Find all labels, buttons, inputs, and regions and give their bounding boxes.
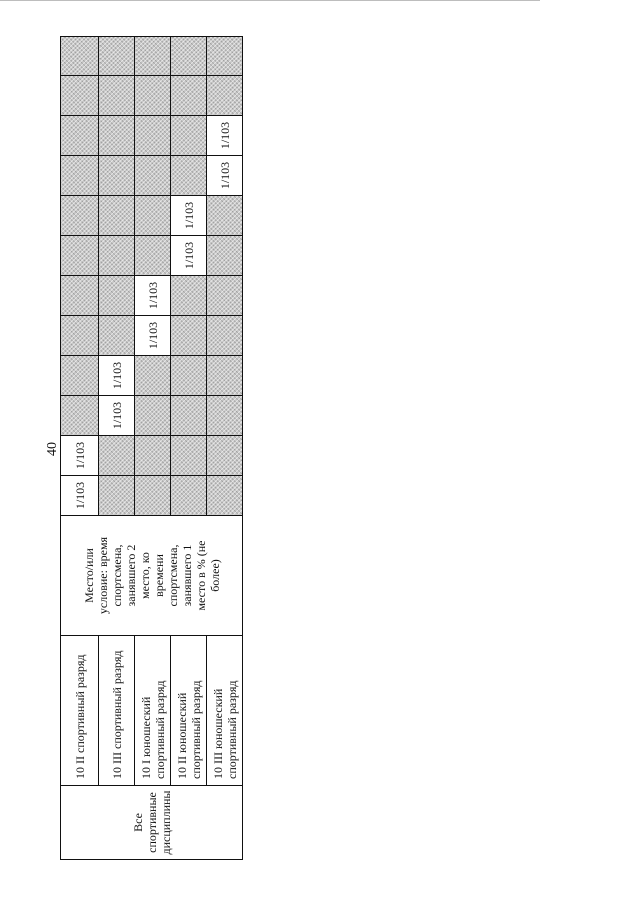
text-line: 10 III юношеский (210, 688, 225, 779)
shaded-cell (171, 356, 207, 396)
text-line: 10 II спортивный разряд (72, 654, 87, 779)
text-line: спортсмена, (165, 544, 180, 607)
shaded-cell (99, 436, 135, 476)
shaded-cell (135, 396, 171, 436)
shaded-cell (207, 316, 243, 356)
shaded-cell (61, 276, 99, 316)
shaded-cell (61, 156, 99, 196)
text-line: более) (207, 559, 222, 592)
text-line: дисциплины (158, 790, 173, 855)
shaded-cell (207, 436, 243, 476)
shaded-cell (171, 436, 207, 476)
text-line: условие: время (95, 536, 110, 615)
text-line: спортивный разряд (188, 680, 203, 779)
value-cell: 1/103 (207, 156, 243, 196)
shaded-cell (171, 116, 207, 156)
text-line: спортивный разряд (224, 680, 239, 779)
page-number: 40 (45, 442, 60, 456)
value-cell: 1/103 (61, 436, 99, 476)
text-line: времени (151, 554, 166, 597)
shaded-cell (135, 436, 171, 476)
text-line: 10 II юношеский (174, 692, 189, 779)
shaded-cell (135, 196, 171, 236)
shaded-cell (171, 37, 207, 76)
text-line: 10 I юношеский (138, 696, 153, 779)
shaded-cell (171, 316, 207, 356)
value-cell: 1/103 (135, 316, 171, 356)
level-cell (207, 636, 243, 786)
text-line: Все (130, 813, 145, 832)
shaded-cell (135, 476, 171, 516)
shaded-cell (61, 116, 99, 156)
level-cell (61, 636, 99, 786)
table-row (207, 37, 243, 860)
shaded-cell (61, 236, 99, 276)
shaded-cell (207, 476, 243, 516)
table-row (171, 37, 207, 860)
level-cell (171, 636, 207, 786)
text-line: занявшего 2 (123, 544, 138, 607)
value-cell: 1/103 (99, 396, 135, 436)
level-cell (99, 636, 135, 786)
shaded-cell (99, 476, 135, 516)
shaded-cell (135, 236, 171, 276)
shaded-cell (207, 356, 243, 396)
shaded-cell (99, 156, 135, 196)
shaded-cell (61, 76, 99, 116)
shaded-cell (61, 356, 99, 396)
shaded-cell (99, 196, 135, 236)
shaded-cell (61, 316, 99, 356)
shaded-cell (61, 396, 99, 436)
value-cell: 1/103 (61, 476, 99, 516)
shaded-cell (171, 156, 207, 196)
shaded-cell (135, 116, 171, 156)
table-row (99, 37, 135, 860)
value-cell: 1/103 (171, 196, 207, 236)
text-line: занявшего 1 (179, 544, 194, 607)
shaded-cell (99, 316, 135, 356)
shaded-cell (61, 37, 99, 76)
shaded-cell (99, 236, 135, 276)
shaded-cell (207, 76, 243, 116)
value-cell: 1/103 (99, 356, 135, 396)
shaded-cell (171, 76, 207, 116)
shaded-cell (207, 236, 243, 276)
shaded-cell (135, 37, 171, 76)
text-line: место в % (не (193, 540, 208, 611)
table-row (135, 37, 171, 860)
shaded-cell (207, 396, 243, 436)
shaded-cell (171, 276, 207, 316)
shaded-cell (99, 116, 135, 156)
top-rule (0, 0, 540, 1)
table-row (61, 37, 99, 860)
rotated-page-content (60, 37, 242, 860)
shaded-cell (171, 476, 207, 516)
shaded-cell (135, 156, 171, 196)
text-line: Место/или (81, 548, 96, 603)
text-line: спортивный разряд (152, 680, 167, 779)
sport-disciplines-cell (61, 786, 243, 860)
shaded-cell (207, 196, 243, 236)
text-line: 10 III спортивный разряд (109, 650, 124, 779)
shaded-cell (61, 196, 99, 236)
level-cell (135, 636, 171, 786)
shaded-cell (99, 276, 135, 316)
value-cell: 1/103 (207, 116, 243, 156)
shaded-cell (135, 356, 171, 396)
shaded-cell (207, 37, 243, 76)
value-cell: 1/103 (171, 236, 207, 276)
qualification-table (60, 36, 243, 860)
value-cell: 1/103 (135, 276, 171, 316)
shaded-cell (99, 76, 135, 116)
shaded-cell (171, 396, 207, 436)
shaded-cell (207, 276, 243, 316)
text-line: спортивные (144, 792, 159, 853)
shaded-cell (135, 76, 171, 116)
text-line: место, ко (137, 552, 152, 599)
condition-cell (61, 516, 243, 636)
shaded-cell (99, 37, 135, 76)
text-line: спортсмена, (109, 544, 124, 607)
